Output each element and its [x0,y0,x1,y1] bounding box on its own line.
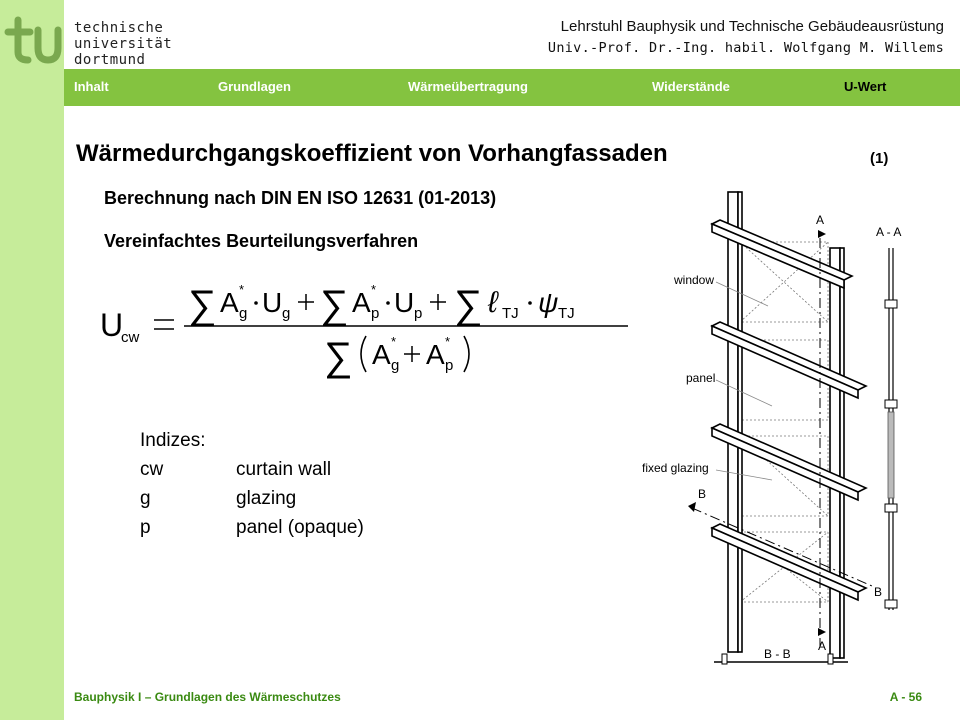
num-a-p: A [352,287,371,318]
nav-item-grundlagen[interactable]: Grundlagen [218,79,291,94]
nav-item-waermeuebertragung[interactable]: Wärmeübertragung [408,79,528,94]
index-key: cw [140,459,164,480]
formula-sub-cw: cw [121,329,140,346]
list-item [140,484,364,513]
nav-bar [64,69,960,106]
footer-page-number: A - 56 [889,690,922,704]
svg-text:*: * [371,282,377,297]
svg-text:g: g [282,305,291,322]
list-item [140,455,364,484]
formula-u: U [100,307,124,343]
nav-item-inhalt[interactable]: Inhalt [74,79,109,94]
svg-text:TJ: TJ [558,305,575,322]
svg-text:g: g [391,357,400,374]
slide-number: (1) [870,150,889,167]
footer-course: Bauphysik I – Grundlagen des Wärmeschutzes [74,690,341,704]
svg-text:*: * [239,282,245,297]
left-sidebar [0,0,64,720]
svg-text:TJ: TJ [502,305,519,322]
index-value: panel (opaque) [236,517,364,538]
den-a-p: A [426,339,445,370]
nav-item-u-wert[interactable]: U-Wert [844,79,887,94]
slide-title: Wärmedurchgangskoeffizient von Vorhangfassaden [76,140,668,167]
num-ell: ℓ [488,286,498,319]
label-a-top: A [816,213,825,227]
mullion-left [728,192,738,652]
num-u-g: U [262,287,283,318]
svg-text:p: p [445,357,454,374]
label-a-bottom: A [818,639,827,653]
chair-title: Lehrstuhl Bauphysik und Technische Gebäudeausrüstung [560,18,944,35]
nav-item-widerstaende[interactable]: Widerstände [652,79,730,94]
tu-logo-icon [4,8,64,68]
subtitle-standard: Berechnung nach DIN EN ISO 12631 (01-2013) [104,188,497,208]
u-cw-formula [92,270,642,382]
section-bb-label: B - B [764,647,791,661]
den-a-g: A [372,339,391,370]
mullion-right [830,248,840,658]
sigma-3: ∑ [454,283,483,327]
label-b-left: B [698,487,707,501]
list-item [140,513,364,542]
index-key: g [140,488,151,509]
label-window: window [674,273,715,287]
num-u-p: U [394,287,415,318]
professor-name: Univ.-Prof. Dr.-Ing. habil. Wolfgang M. Willems [547,40,944,56]
num-psi: ψ [538,287,559,318]
svg-text:p: p [371,305,380,322]
university-name: technische universität dortmund [74,20,173,68]
label-fixed-glazing: fixed glazing [642,461,709,475]
index-value: glazing [236,488,297,509]
num-a-g: A [220,287,239,318]
subtitle-method: Vereinfachtes Beurteilungsverfahren [104,231,419,251]
index-value: curtain wall [236,459,332,480]
svg-text:*: * [391,334,397,349]
svg-text:g: g [239,305,248,322]
svg-text:p: p [414,305,423,322]
sigma-1: ∑ [188,283,217,327]
sigma-den: ∑ [324,335,353,379]
indices-list [140,426,364,542]
index-key: p [140,517,151,538]
curtain-wall-diagram [632,180,932,670]
svg-text:*: * [445,334,451,349]
sigma-2: ∑ [320,283,349,327]
indices-heading: Indizes: [140,430,206,451]
label-b-right: B [874,585,883,599]
label-panel: panel [686,371,716,385]
section-aa-label: A - A [876,225,902,239]
